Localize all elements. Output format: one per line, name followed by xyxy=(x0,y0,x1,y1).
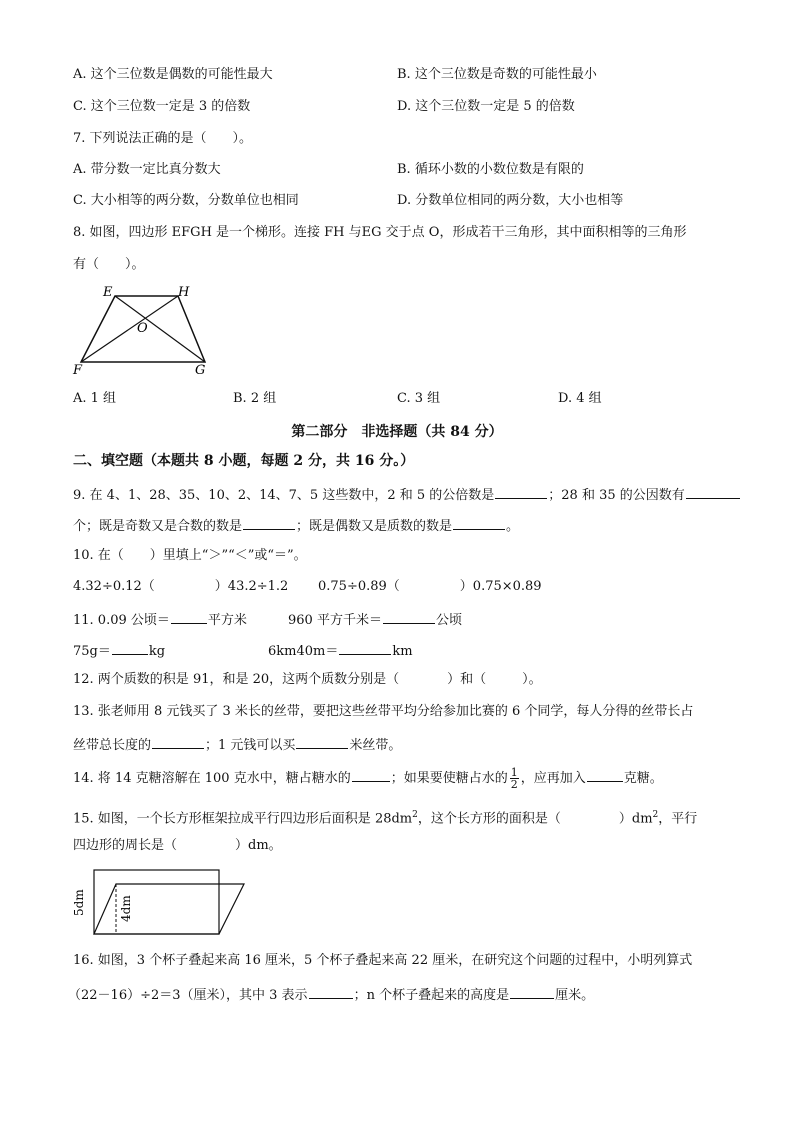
q11-blank-b[interactable] xyxy=(383,609,435,624)
q15-text-a: 15. 如图，一个长方形框架拉成平行四边形后面积是 28dm xyxy=(73,811,413,827)
label-g: G xyxy=(195,363,206,378)
q16-line2 xyxy=(68,984,594,1005)
q10-expr-b xyxy=(318,578,542,596)
q14-text-d: 克糖。 xyxy=(623,771,663,786)
fraction-numerator: 1 xyxy=(510,766,518,779)
q16-blank-2[interactable] xyxy=(510,984,554,999)
q14-blank-2[interactable] xyxy=(587,767,623,782)
q7-option-b: B. 循环小数的小数位数是有限的 xyxy=(397,162,584,177)
one-half-fraction xyxy=(510,767,519,790)
q12-text-b: ）和（ xyxy=(447,672,487,687)
q13-text-b: ；1 元钱可以买 xyxy=(205,738,296,753)
label-e: E xyxy=(103,285,113,300)
q9-blank-3[interactable] xyxy=(243,515,295,530)
q11-expr-c xyxy=(73,640,165,661)
section2-title: 二、填空题（本题共 8 小题，每题 2 分，共 16 分。） xyxy=(73,453,415,469)
q14-blank-1[interactable] xyxy=(352,767,390,782)
q12-text-a: 12. 两个质数的积是 91，和是 20，这两个质数分别是（ xyxy=(73,672,400,687)
q13-text-c: 米丝带。 xyxy=(349,738,402,753)
q15-text-e: 四边形的周长是（ xyxy=(73,838,178,853)
q9-text-b: ；28 和 35 的公因数有 xyxy=(548,488,685,503)
q9-text-c: 个；既是奇数又是合数的数是 xyxy=(73,519,243,534)
q8-stem-line1: 8. 如图，四边形 EFGH 是一个梯形。连接 FH 与EG 交于点 O，形成若干三角形，其中面积相等的三角形 xyxy=(73,225,687,240)
q15-text-f: ）dm。 xyxy=(235,838,282,853)
q11-b-right: 公顷 xyxy=(435,613,462,628)
q10-b-right: ）0.75×0.89 xyxy=(459,579,542,594)
q15-text-d: ，平行 xyxy=(658,811,698,827)
q9-blank-2[interactable] xyxy=(686,484,740,499)
q9-text-d: ；既是偶数又是质数的数是 xyxy=(296,519,453,534)
q15-sup-c: 2 xyxy=(652,810,659,820)
q9-blank-1[interactable] xyxy=(495,484,547,499)
q9-blank-4[interactable] xyxy=(453,515,505,530)
q16-text-b: ；n 个杯子叠起来的高度是 xyxy=(353,988,510,1003)
fraction-denominator: 2 xyxy=(510,778,518,791)
label-5dm: 5dm xyxy=(72,889,86,916)
q11-c-left: 75g＝ xyxy=(73,644,111,659)
q10-stem: 10. 在（ ）里填上“＞”“＜”或“＝”。 xyxy=(73,548,307,563)
q9-text-e: 。 xyxy=(506,519,520,534)
q14-text-c: ，应再加入 xyxy=(520,771,586,786)
q10-expr-a xyxy=(73,578,288,596)
q12-text-c: ）。 xyxy=(522,672,542,687)
q11-a-right: 平方米 xyxy=(207,613,247,628)
q11-blank-d[interactable] xyxy=(339,640,391,655)
label-o: O xyxy=(137,321,148,336)
q16-line1: 16. 如图，3 个杯子叠起来高 16 厘米，5 个杯子叠起来高 22 厘米，在研究这个问题的过程中，小明列算式 xyxy=(73,953,693,968)
q8-option-b: B. 2 组 xyxy=(233,391,277,406)
q8-option-a: A. 1 组 xyxy=(73,391,117,406)
q10-a-right: ）43.2÷1.2 xyxy=(214,579,289,594)
q7-option-c: C. 大小相等的两分数，分数单位也相同 xyxy=(73,193,299,208)
q6-option-d: D. 这个三位数一定是 5 的倍数 xyxy=(397,99,575,114)
label-h: H xyxy=(178,285,190,300)
q16-text-a: （22－16）÷2＝3（厘米），其中 3 表示 xyxy=(68,988,308,1003)
q8-option-d: D. 4 组 xyxy=(558,391,602,406)
q10-b-left: 0.75÷0.89（ xyxy=(318,579,400,594)
q15-line2 xyxy=(73,837,282,855)
q11-b-left: 960 平方千米＝ xyxy=(288,613,382,628)
q14-text-a: 14. 将 14 克糖溶解在 100 克水中，糖占糖水的 xyxy=(73,771,351,786)
label-f: F xyxy=(73,363,83,378)
q6-option-c: C. 这个三位数一定是 3 的倍数 xyxy=(73,99,251,114)
q14-line xyxy=(73,767,663,790)
q6-option-b: B. 这个三位数是奇数的可能性最小 xyxy=(397,67,597,82)
q14-text-b: ；如果要使糖占水的 xyxy=(390,771,508,786)
q11-d-right: km xyxy=(392,644,413,659)
q16-text-c: 厘米。 xyxy=(555,988,595,1003)
q11-expr-b xyxy=(288,609,462,630)
q8-stem-line2: 有（ ）。 xyxy=(73,257,145,272)
q15-text-c: ）dm xyxy=(618,811,653,827)
trapezoid-figure xyxy=(65,282,225,378)
q9-text-a: 9. 在 4、1、28、35、10、2、14、7、5 这些数中，2 和 5 的公倍数是 xyxy=(73,488,495,503)
q9-line2 xyxy=(73,515,519,536)
q11-a-left: 11. 0.09 公顷＝ xyxy=(73,613,170,628)
q7-option-d: D. 分数单位相同的两分数，大小也相等 xyxy=(397,193,624,208)
q7-stem: 7. 下列说法正确的是（ ）。 xyxy=(73,131,253,146)
q11-blank-a[interactable] xyxy=(171,609,207,624)
rectangle-parallelogram-figure xyxy=(66,864,246,940)
q15-sup-a: 2 xyxy=(412,810,418,820)
q8-option-c: C. 3 组 xyxy=(397,391,441,406)
q13-line2 xyxy=(73,734,401,755)
q7-option-a: A. 带分数一定比真分数大 xyxy=(73,162,221,177)
q15-line1 xyxy=(73,806,697,828)
q15-text-b: ，这个长方形的面积是（ xyxy=(417,811,561,827)
q11-d-left: 6km40m＝ xyxy=(268,644,339,659)
q11-c-right: kg xyxy=(148,644,166,659)
q11-expr-a xyxy=(73,609,247,630)
q13-blank-2[interactable] xyxy=(296,734,348,749)
q13-text-a: 丝带总长度的 xyxy=(73,738,152,753)
q12-line xyxy=(73,671,542,689)
label-4dm: 4dm xyxy=(119,895,133,922)
q9-line1 xyxy=(73,484,741,505)
part2-title: 第二部分 非选择题（共 84 分） xyxy=(291,424,503,440)
q11-blank-c[interactable] xyxy=(112,640,148,655)
q6-option-a: A. 这个三位数是偶数的可能性最大 xyxy=(73,67,273,82)
q13-blank-1[interactable] xyxy=(152,734,204,749)
q16-blank-1[interactable] xyxy=(309,984,353,999)
q10-a-left: 4.32÷0.12（ xyxy=(73,579,155,594)
q11-expr-d xyxy=(268,640,413,661)
q13-line1: 13. 张老师用 8 元钱买了 3 米长的丝带，要把这些丝带平均分给参加比赛的 6 个同学，每人分得的丝带长占 xyxy=(73,704,694,719)
